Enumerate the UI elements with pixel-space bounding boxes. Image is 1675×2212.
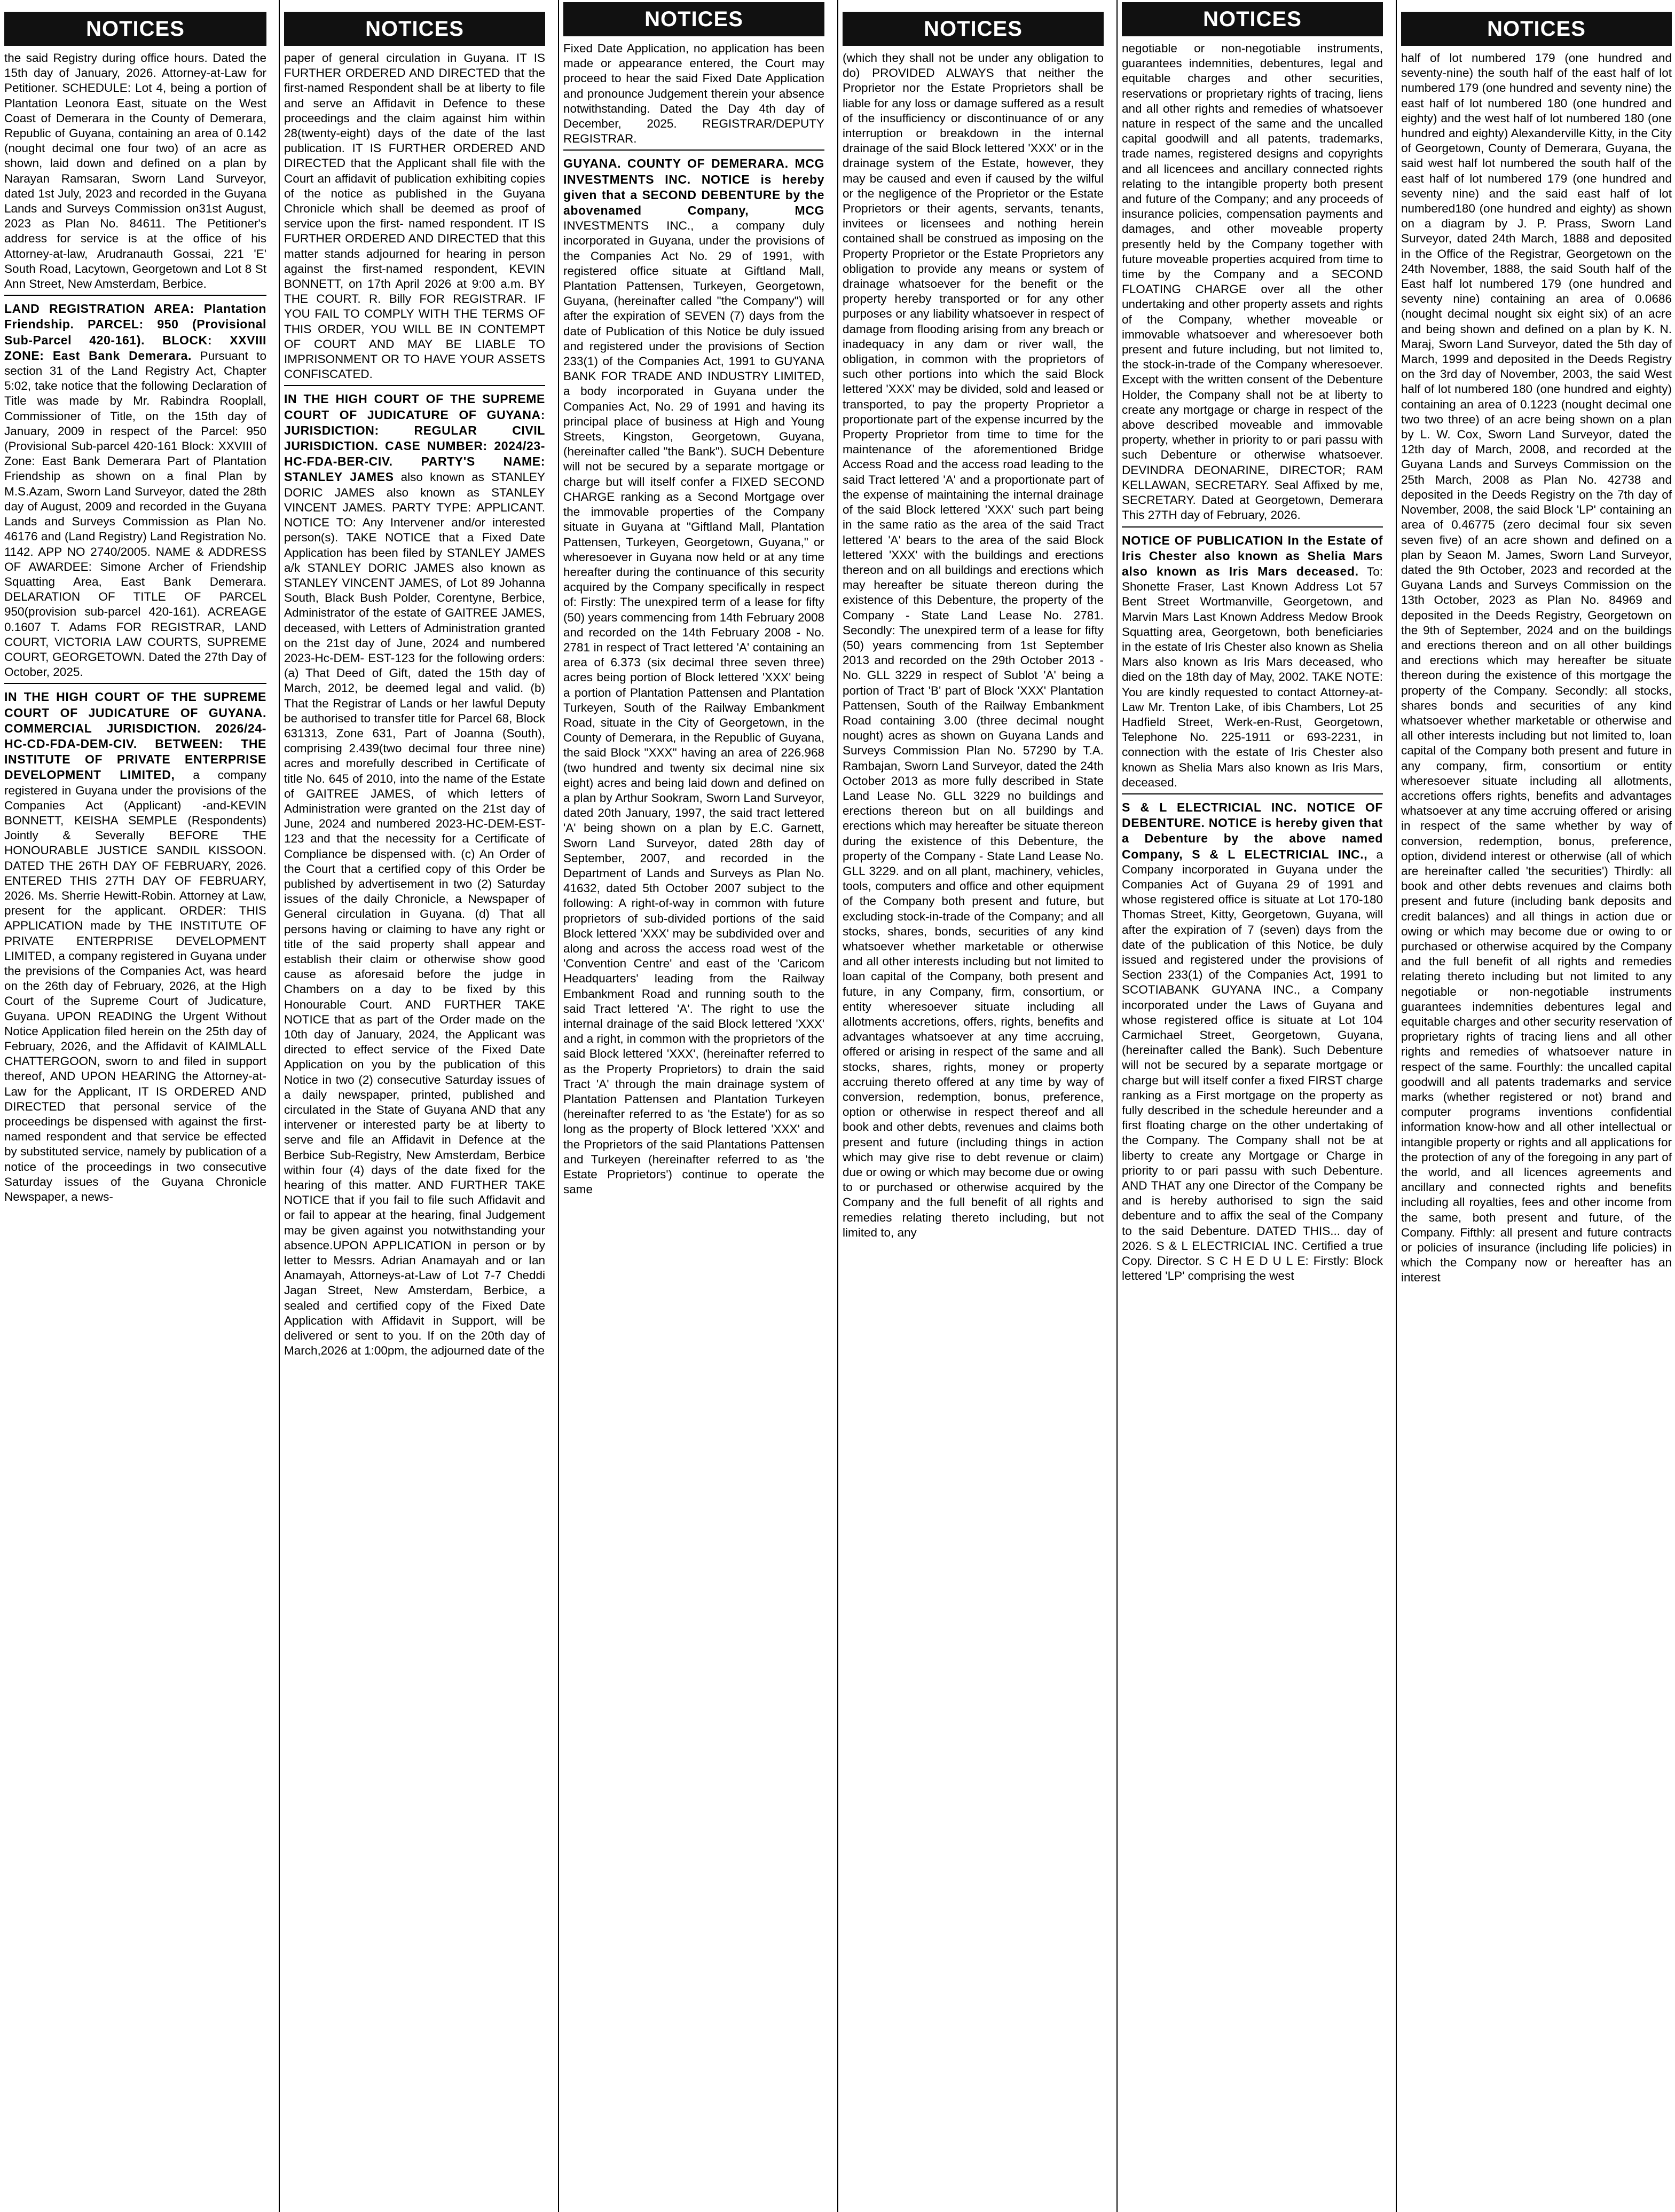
notice-text: negotiable or non-negotiable instruments, guarantees indemnities, debentures, legal and equitable charges and other securities, reservations or proprietary rights of tracing, liens and all other rights and remedies of whatsoever nature in respect of the same and the uncalled capital goodwill and all patents, trademarks, trade names, registered designs and copyrights and all licencees and ancillary connected rights relating to the intangible property both present and future of the Company; and any proceeds of insurance policies, compensation payments and damages, and other moveable property presently held by the Company together with future moveable properties acquired from time to time by the Company and a SECOND FLOATING CHARGE over all the other undertaking and other property assets and rights of the Company, whether moveable or immovable whatsoever and wheresoever both present and future including, but not limited to, the stock-in-trade of the Company wheresoever. Except with the written consent of the Debenture Holder, the Company shall not be at liberty to create any mortgage or charge in respect of the above described moveable and immovable property, whether in priority to or pari passu with such Debenture or otherwise whatsoever. DEVINDRA DEONARINE, DIRECTOR; RAM KELLAWAN, SECRETARY. Seal Affixed by me, SECRETARY. Dated at Georgetown, Demerara This 27TH day of February, 2026.	[1122, 42, 1383, 522]
notice-text: Fixed Date Application, no application has been made or appearance entered, the Court may proceed to hear the said Fixed Date Application and pronounce Judgement therein your absence notwithstanding. Dated the Day 4th day of December, 2025. REGISTRAR/DEPUTY REGISTRAR.	[563, 42, 824, 146]
notice-heading: IN THE HIGH COURT OF THE SUPREME COURT OF JUDICATURE OF GUYANA: JURISDICTION: REGULAR CIVIL JURISDICTION. CASE NUMBER: 2024/23-HC-FDA-BER-CIV. PARTY'S NAME: STANLEY JAMES	[284, 392, 545, 484]
notice-text: also known as STANLEY DORIC JAMES also known as STANLEY VINCENT JAMES. PARTY TYPE: APPLICANT. NOTICE TO: Any Intervener and/or interested person(s). TAKE NOTICE that a Fixed Date Application has been filed by STANLEY JAMES a/k STANLEY DORIC JAMES also known as STANLEY VINCENT JAMES, of Lot 89 Johanna South, Black Bush Polder, Corentyne, Berbice, Administrator of the estate of GAITREE JAMES, deceased, with Letters of Administration granted on the 21st day of June, 2024 and numbered 2023-Hc-DEM- EST-123 for the following orders: (a) That Deed of Gift, dated the 15th day of March, 2012, be deemed legal and valid. (b) That the Registrar of Lands or her lawful Deputy be authorised to transfer title for Parcel 68, Block 631313, Zone 631, Part of Joanna (South), comprising 2.439(two decimal four three nine) acres and morefully described in Certificate of title No. 645 of 2010, into the name of the Estate of GAITREE JAMES, of which letters of Administration were granted on the 21st day of June, 2024 and numbered 2023-HC-DEM-EST-123 and that the necessity for a Certificate of Compliance be dispensed with. (c) An Order of the Court that a certified copy of this Order be published by advertisement in two (2) Saturday issues of the daily Chronicle, a Newspaper of General circulation in Guyana. (d) That all persons having or claiming to have any right or title of the said property shall appear and establish their claim or otherwise show good cause as aforesaid before the judge in Chambers on a day to be fixed by this Honourable Court. AND FURTHER TAKE NOTICE that as part of the Order made on the 10th day of January, 2024, the Applicant was directed to effect service of the Fixed Date Application on you by the publication of this Notice in two (2) consecutive Saturday issues of a daily newspaper, printed, published and circulated in the State of Guyana AND that any intervener or interested party be at liberty to serve and file an Affidavit in Defence at the Berbice Sub-Registry, New Amsterdam, Berbice within four (4) days of the date fixed for the hearing of this matter. AND FURTHER TAKE NOTICE that if you fail to file such Affidavit and or fail to appear at the hearing, final Judgement may be given against you notwithstanding your absence.UPON APPLICATION in person or by letter to Messrs. Adrian Anamayah and or Ian Anamayah, Attorneys-at-Law of Lot 7-7 Cheddi Jagan Street, New Amsterdam, Berbice, a sealed and certified copy of the Fixed Date Application with Affidavit in Support, will be delivered or sent to you. If on the 20th day of March,2026 at 1:00pm, the adjourned date of the	[284, 470, 545, 1358]
column-body	[1401, 50, 1672, 1289]
notice	[1122, 41, 1383, 528]
column-body	[843, 50, 1104, 1243]
notice-text: paper of general circulation in Guyana. IT IS FURTHER ORDERED AND DIRECTED that the first-named Respondent shall be at liberty to file and serve an Affidavit in Defence to these proceedings and the claim against him within 28(twenty-eight) days of the date of the last publication. IT IS FURTHER ORDERED AND DIRECTED that the Applicant shall file with the Court an affidavit of publication exhibiting copies of the notice as published in the Guyana Chronicle which shall be deemed as proof of service upon the first- named respondent. IT IS FURTHER ORDERED AND DIRECTED that this matter stands adjourned for hearing in person against the first-named respondent, KEVIN BONNETT, on 17th April 2026 at 9:00 a.m. BY THE COURT. R. Billy FOR REGISTRAR. IF YOU FAIL TO COMPLY WITH THE TERMS OF THIS ORDER, YOU WILL BE IN CONTEMPT OF COURT AND MAY BE LIABLE TO IMPRISONMENT OR TO HAVE YOUR ASSETS CONFISCATED.	[284, 51, 545, 381]
column-body	[4, 50, 266, 1208]
notice-heading: GUYANA. COUNTY OF DEMERARA. MCG INVESTMENTS INC. NOTICE is hereby given that a SECOND DEBENTURE by the abovenamed Company, MCG	[563, 156, 824, 218]
notice	[284, 391, 545, 1361]
column-header: NOTICES	[843, 12, 1104, 46]
notice	[1122, 533, 1383, 794]
column-2	[279, 0, 548, 2212]
notice	[563, 41, 824, 151]
notice-text: Pursuant to section 31 of the Land Registry Act, Chapter 5:02, take notice that the following Declaration of Title was made by Mr. Rabindra Rooplall, Commissioner of Title, on the 15th day of January, 2009 in respect of the Parcel: 950 (Provisional Sub-parcel 420-161 Block: XXVIII of Zone: East Bank Demerara Part of Plantation Friendship as shown on a final Plan by M.S.Azam, Sworn Land Surveyor, dated the 28th day of August, 2009 and recorded in the Guyana Lands and Surveys Commission as Plan No. 46176 and (Land Registry) Land Registration No. 1142. APP NO 2740/2005. NAME & ADDRESS OF AWARDEE: Simone Archer of Friendship Squatting Area, East Bank Demerara. DELARATION OF TITLE OF PARCEL 950(provision sub-parcel 420-161). ACREAGE 0.1607 T. Adams FOR REGISTRAR, LAND COURT, VICTORIA LAW COURTS, SUPREME COURT, GEORGETOWN. Dated the 27th Day of October, 2025.	[4, 349, 266, 679]
notice	[1122, 800, 1383, 1287]
column-header: NOTICES	[1122, 2, 1383, 36]
notice-heading: IN THE HIGH COURT OF THE SUPREME COURT OF JUDICATURE OF GUYANA. COMMERCIAL JURISDICTION. 2026/24-HC-CD-FDA-DEM-CIV. BETWEEN: THE INSTITUTE OF PRIVATE ENTERPRISE DEVELOPMENT LIMITED,	[4, 690, 266, 782]
column-header: NOTICES	[284, 12, 545, 46]
notice-text: To: Shonette Fraser, Last Known Address Lot 57 Bent Street Wortmanville, Georgetown, and Marvin Mars Last Known Address Medow Brook Squatting area, Georgetown, both beneficiaries in the estate of Iris Chester also known as Shelia Mars also known as Iris Mars deceased, who died on the 18th day of May, 2002. TAKE NOTE: You are kindly requested to contact Attorney-at-Law Mr. Trenton Lake, of ibis Chambers, Lot 25 Hadfield Street, Werk-en-Rust, Georgetown, Telephone No. 225-1911 or 693-2231, in connection with the estate of Iris Chester also known as Shelia Mars also known as Iris Mars, deceased.	[1122, 564, 1383, 789]
notice-heading: S & L ELECTRICIAL INC. NOTICE OF DEBENTURE. NOTICE is hereby given that a Debenture by the above named Company, S & L ELECTRICIAL INC.,	[1122, 800, 1383, 861]
notice	[563, 156, 824, 1200]
notice-text: a company registered in Guyana under the provisions of the Companies Act (Applicant) -and-KEVIN BONNETT, KEISHA SEMPLE (Respondents) Jointly & Severally BEFORE THE HONOURABLE JUSTICE SANDIL KISSOON. DATED THE 26TH DAY OF FEBRUARY, 2026. ENTERED THIS 27TH DAY OF FEBRUARY, 2026. Ms. Sherrie Hewitt-Robin. Attorney at Law, present for the applicant. ORDER: THIS APPLICATION made by THE INSTITUTE OF PRIVATE ENTERPRISE DEVELOPMENT LIMITED, a company registered in Guyana under the previsions of the Companies Act, was heard on the 26th day of February, 2026, at the High Court of the Supreme Court of Judicature, Guyana. UPON READING the Urgent Without Notice Application filed herein on the 25th day of February, 2026, and the Affidavit of KAIMLALL CHATTERGOON, sworn to and filed in support thereof, AND UPON HEARING the Attorney-at-Law for the Applicant, IT IS ORDERED AND DIRECTED that personal service of the proceedings be dispensed with against the first-named respondent and that service be effected by substituted service, namely by publication of a notice of the proceedings in two consecutive Saturday issues of the Guyana Chronicle Newspaper, a news-	[4, 768, 267, 1204]
column-5	[1116, 0, 1386, 2212]
column-3	[558, 0, 828, 2212]
notice	[843, 50, 1104, 1243]
notice	[4, 301, 266, 684]
notice	[4, 689, 266, 1208]
notice-text: the said Registry during office hours. Dated the 15th day of January, 2026. Attorney-at-Law for Petitioner. SCHEDULE: Lot 4, being a portion of Plantation Leonora East, situate on the West Coast of Demerara in the County of Demerara, Republic of Guyana, containing an area of 0.142 (nought decimal one four two) of an acre as shown, laid down and defined on a plan by Narayan Ramsaran, Sworn Land Surveyor, dated 1st July, 2023 and recorded in the Guyana Lands and Surveys Commission on31st August, 2023 as Plan No. 84611. The Petitioner's address for service is at the office of his Attorney-at-law, Arudranauth Gossai, 221 'E' South Road, Lacytown, Georgetown and Lot 8 St Ann Street, New Amsterdam, Berbice.	[4, 51, 266, 291]
column-1	[0, 0, 270, 2212]
column-header: NOTICES	[4, 12, 266, 46]
notice-text: a Company incorporated in Guyana under the Companies Act of Guyana 29 of 1991 and whose registered office is situate at Lot 170-180 Thomas Street, Kitty, Georgetown, Guyana, will after the expiration of 7 (seven) days from the date of the publication of this Notice, be duly issued and registered under the provisions of Section 233(1) of the Companies Act, 1991 to SCOTIABANK GUYANA INC., a Company incorporated under the Laws of Guyana and whose registered office is situate at Lot 104 Carmichael Street, Georgetown, Guyana, (hereinafter called the Bank). Such Debenture will not be secured by a separate mortgage or charge but will itself confer a fixed FIRST charge ranking as a First mortgage on the property as fully described in the schedule hereunder and a first floating charge on the other undertaking of the Company. The Company shall not be at liberty to create any Mortgage or Charge in priority to or pari passu with such Debenture. AND THAT any one Director of the Company be and is hereby authorised to sign the said debenture and to affix the seal of the Company to the said Debenture. DATED THIS... day of 2026. S & L ELECTRICIAL INC. Certified a true Copy. Director. S C H E D U L E: Firstly: Block lettered 'LP' comprising the west	[1122, 847, 1383, 1283]
notice-text: (which they shall not be under any obligation to do) PROVIDED ALWAYS that neither the Proprietor nor the Estate Proprietors shall be liable for any loss or damage suffered as a result of the insufficiency or discontinuance of or any interruption or breakdown in the internal drainage of the said Block lettered 'XXX' or in the drainage system of the Estate, however, they may be caused and even if caused by the wilful or the negligence of the Proprietor or the Estate Proprietors or their agents, servants, tenants, invitees or licensees and nothing herein contained shall be construed as imposing on the Property Proprietor or the Estate Proprietors any obligation to provide any means or system of drainage whatsoever for the benefit or the property hereby transported or for any other purposes or any liability whatsoever in respect of damage from flooding arising from any breach or inadequacy in any dam or river wall, the obligation, in common with the proprietors of such other portions into which the said Block lettered 'XXX' may be divided, sold and leased or transported, to pay the property Proprietor a proportionate part of the expense incurred by the Property Proprietor from time to time for the maintenance of the aforementioned Bridge Access Road and the access road leading to the said Tract lettered 'A' and a proportionate part of the expense of maintaining the internal drainage of the said Block lettered 'XXX' such part being in the same ratio as the area of the said Tract lettered 'A' bears to the area of the said Block lettered 'XXX' with the buildings and erections thereon and on all buildings and erections which may hereafter be situate thereon during the existence of this Debenture, the property of the Company - State Land Lease No. 2781. Secondly: The unexpired term of a lease for fifty (50) years commencing from 1st September 2013 and recorded on the 29th October 2013 - No. GLL 3229 in respect of Sublot 'A' being a portion of Tract 'B' part of Block 'XXX' Plantation Pattensen, South of the Railway Embankment Road containing 3.00 (three decimal nought nought) acres as shown on Guyana Lands and Surveys Commission Plan No. 57290 by T.A. Rambajan, Sworn Land Surveyor, dated the 24th October 2013 as more fully described in State Land Lease No. GLL 3229 no buildings and erections thereon but on all buildings and erections which may hereafter be situate thereon during the existence of this Debenture, the property of the Company - State Land Lease No. GLL 3229. and on all plant, machinery, vehicles, tools, computers and office and other equipment of the Company both present and future, but excluding stock-in-trade of the Company; and all stocks, shares, bonds, securities of any kind whatsoever whether marketable or otherwise and all other interests including but not limited to loan capital of the Company, both present and future, in any Company, firm, consortium, or entity wheresoever situate including all allotments accretions, offers, rights, benefits and advantages whatsoever at any time accruing, offered or arising in respect of the same and all stocks, shares, rights, money or property accruing thereto offered at any time by way of conversion, redemption, bonus, preference, option or otherwise in respect thereof and all book and other debts, revenues and claims both present and future (including things in action which may give rise to debt revenue or claim) due or owing or which may become due or owing to or purchased or otherwise acquired by the Company and the full benefit of all rights and remedies relating thereto including, but not limited to, any	[843, 51, 1104, 1239]
notice	[284, 50, 545, 386]
notice	[4, 50, 266, 296]
column-4	[837, 0, 1107, 2212]
column-header: NOTICES	[563, 2, 824, 36]
notice	[1401, 50, 1672, 1289]
notice-heading: LAND REGISTRATION AREA: Plantation Friendship. PARCEL: 950 (Provisional Sub-Parcel 420-161). BLOCK: XXVIII ZONE: East Bank Demerara.	[4, 302, 266, 363]
column-header: NOTICES	[1401, 12, 1672, 46]
notice-text: INVESTMENTS INC., a company duly incorporated in Guyana, under the provisions of the Companies Act No. 29 of 1991, with registered office situate at Giftland Mall, Plantation Pattensen, Turkeyen, Georgetown, Guyana, (hereinafter called "the Company") will after the expiration of SEVEN (7) days from the date of Publication of this Notice be duly issued and registered under the provisions of Section 233(1) of the Companies Act, 1991 to GUYANA BANK FOR TRADE AND INDUSTRY LIMITED, a body incorporated in Guyana under the Companies Act, No. 29 of 1991 and having its principal place of business at High and Young Streets, Kingston, Georgetown, Guyana, (hereinafter called "the Bank"). SUCH Debenture will not be secured by a separate mortgage or charge but will itself confer a FIXED SECOND CHARGE ranking as a Second Mortgage over the immovable properties of the Company situate in Guyana at "Giftland Mall, Plantation Pattensen, Turkeyen, Georgetown, Guyana," or wheresoever in Guyana now held or at any time hereafter during the continuance of this security acquired by the Company specifically in respect of: Firstly: The unexpired term of a lease for fifty (50) years commencing from 14th February 2008 and recorded on the 14th February 2008 - No. 2781 in respect of Tract lettered 'A' containing an area of 6.373 (six decimal three seven three) acres being portion of Block lettered 'XXX' being a portion of Plantation Pattensen and Plantation Turkeyen, South of the Railway Embankment Road, situate in the City of Georgetown, in the County of Demerara, in the Republic of Guyana, the said Block "XXX" having an area of 226.968 (two hundred and twenty six decimal nine six eight) acres and being laid down and defined on a plan by Arthur Sookram, Sworn Land Surveyor, dated 20th January, 1997, the said tract lettered 'A' being shown on a plan by E.C. Garnett, Sworn Land Surveyor, dated 28th day of September, 2007, and recorded in the Department of Lands and Surveys as Plan No. 41632, dated 5th October 2007 subject to the following: A right-of-way in common with future proprietors of sub-divided portions of the said Block lettered 'XXX' may be subdivided over and along and across the access road west of the 'Convention Centre' and east of the 'Caricom Headquarters' leading from the Railway Embankment Road and running south to the said Tract lettered 'A'. The right to use the internal drainage of the said Block lettered 'XXX' and a right, in common with the proprietors of the said Block lettered 'XXX', (hereinafter referred to as the Property Proprietors) to drain the said Tract 'A' through the main drainage system of Plantation Pattensen and Plantation Turkeyen (hereinafter referred to as 'the Estate') for as so long as the property of Block lettered 'XXX' and the Proprietors of the said Plantations Pattensen and Turkeyen (hereinafter referred to as 'the Estate Proprietors') continue to operate the same	[563, 219, 825, 1196]
column-body	[284, 50, 545, 1361]
column-body	[563, 41, 824, 1200]
notice-text: half of lot numbered 179 (one hundred and seventy-nine) the south half of the east half of lot numbered 179 (one hundred and seventy nine) the east half of lot numbered 180 (one hundred and eighty) and the west half of lot numbered 180 (one hundred and eighty) Alexanderville Kitty, in the City of Georgetown, County of Demerara, Guyana, the said west half lot numbered the south half of the east half of lot numbered 179 (one hundred and seventy nine) and the said east half of lot numbered180 (one hundred and eighty) as shown on a diagram by J. P. Prass, Sworn Land Surveyor, dated 24th March, 1888 and deposited in the Office of the Registrar, Georgetown on the 24th November, 1888, the said South half of the East half lot numbered 179 (one hundred and seventy nine) containing an area of 0.0686 (nought decimal nought six eight six) of an acre and being shown and defined on a plan by K. N. Maraj, Sworn Land Surveyor, dated the 5th day of March, 1999 and deposited in the Deeds Registry on the 3rd day of November, 2003, the said West half of lot numbered 180 (one hundred and eighty) containing an area of 0.1223 (nought decimal one two two three) of an acre being shown on a plan by L. W. Cox, Sworn Land Surveyor, dated the 12th day of March, 2008, and recorded at the Guyana Lands and Surveys Commission on the 25th March, 2008 as Plan No. 42738 and deposited in the Deeds Registry on the 7th day of November, 2008, the said Block 'LP' containing an area of 0.46775 (zero decimal four six seven seven five) of an acre shown and defined on a plan by Seaon M. James, Sworn Land Surveyor, dated the 9th October, 2023 and recorded at the Guyana Lands and Surveys Commission on the 13th October, 2023 as Plan No. 84969 and deposited in the Deeds Registry, Georgetown on the 9th of September, 2024 and on the buildings and erections thereon and on all other buildings and erections which may hereafter be situate thereon during the existence of this mortgage the property of the Company. Secondly: all stocks, shares bonds and securities of any kind whatsoever whether marketable or otherwise and all other interests including but not limited to, loan capital of the Company both present and future in any company, firm, consortium or entity wheresoever situate including all allotments, accretions offers rights, benefits and advantages whatsoever at any time accruing offered or arising in respect of the same whether by way of conversion, redemption, bonus, preference, option, dividend interest or otherwise (all of which are hereinafter called 'the securities') Thirdly: all book and other debts revenues and claims both present and future (including bank deposits and credit balances) and all things in action due or owing or which may become due or owing to or purchased or otherwise acquired by the Company and the full benefit of all rights and remedies relating thereto including but not limited to any negotiable or non-negotiable instruments guarantees indemnities debentures legal and equitable charges and other security reservation of proprietary rights of tracing liens and all other rights and remedies of whatsoever nature in respect of the same. Fourthly: the uncalled capital goodwill and all patents trademarks and service marks (whether registered or not) brand and computer programs inventions confidential information know-how and all other intellectual or intangible property or rights and all applications for the protection of any of the foregoing in any part of the world, and all licences agreements and ancillary and connected rights and benefits including all royalties, fees and other income from the same, both present and future, of the Company. Fifthly: all present and future contracts or policies of insurance (including life policies) in which the Company now or hereafter has an interest	[1401, 51, 1672, 1285]
column-body	[1122, 41, 1383, 1287]
column-6	[1396, 0, 1675, 2212]
notice-heading: NOTICE OF PUBLICATION In the Estate of Iris Chester also known as Shelia Mars also known as Iris Mars deceased.	[1122, 533, 1383, 578]
